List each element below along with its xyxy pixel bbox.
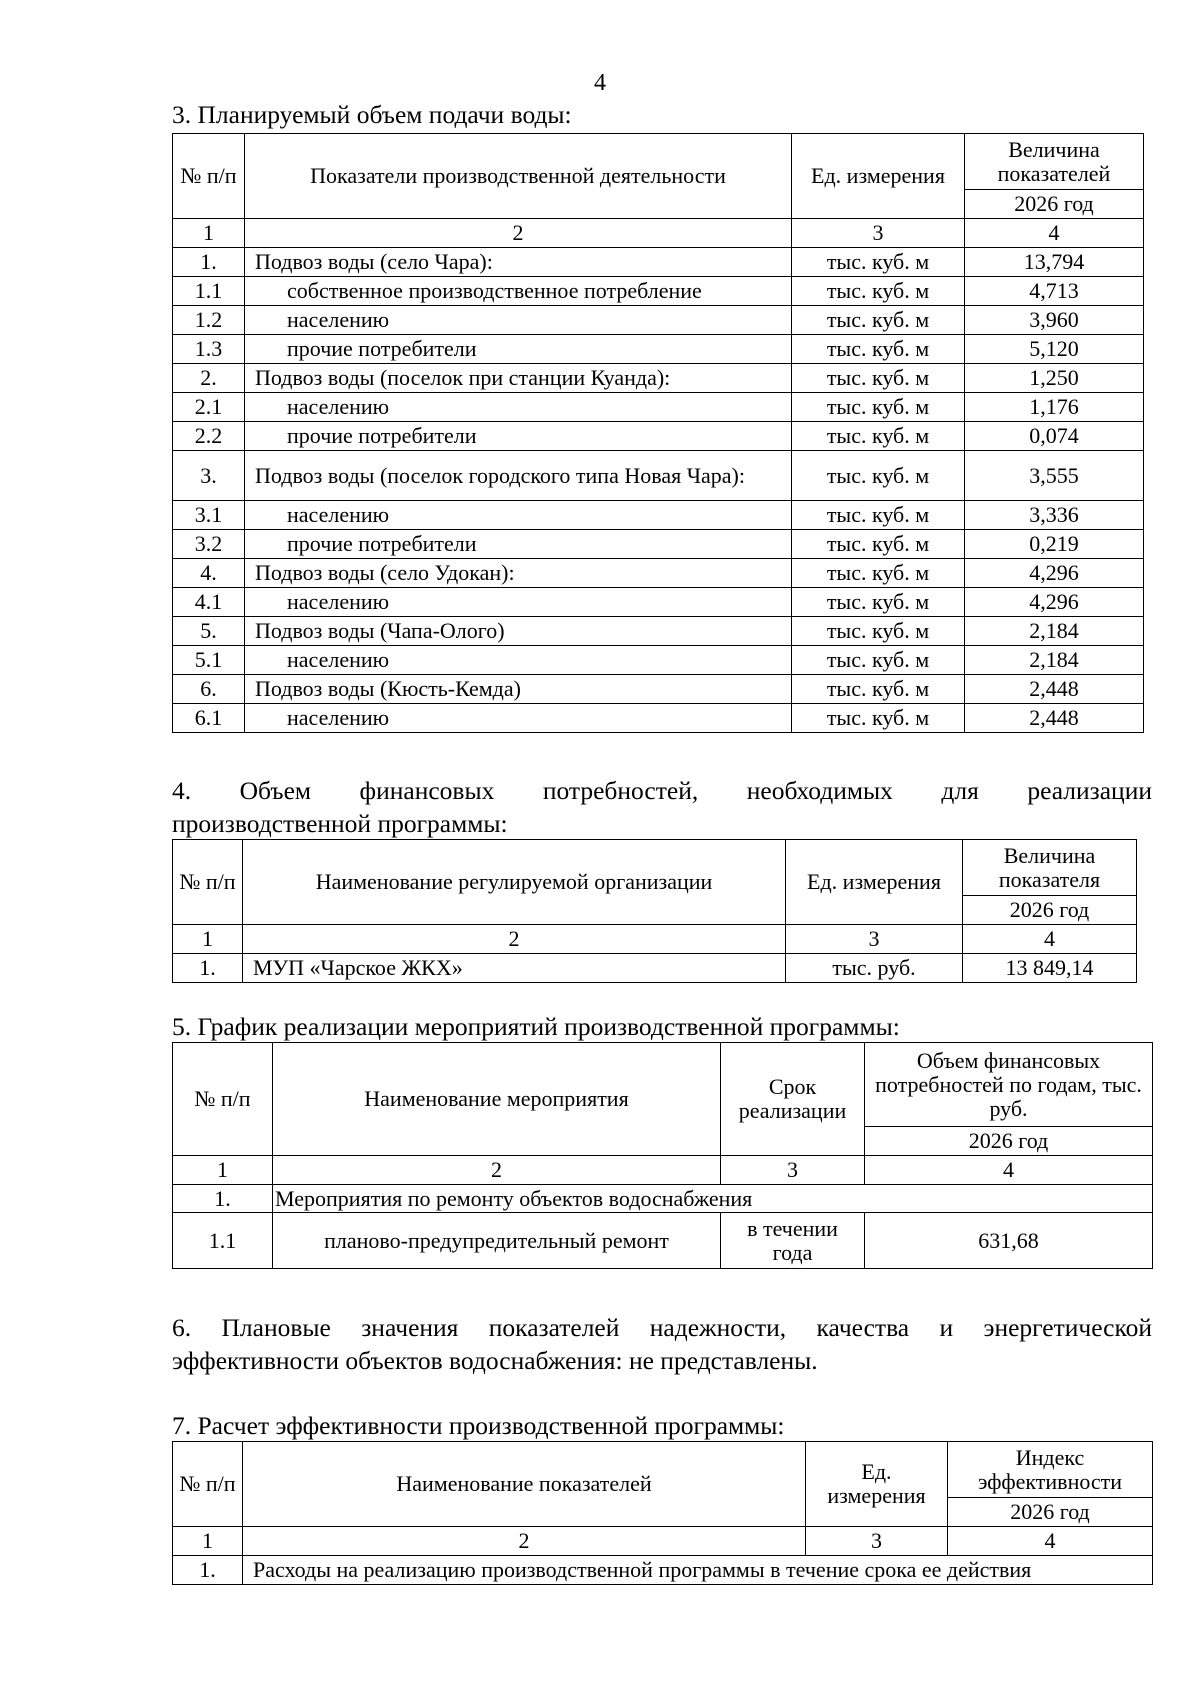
header-num: № п/п	[173, 134, 245, 219]
section-5-heading: 5. График реализации мероприятий производственной программы:	[172, 1012, 900, 1041]
table-row	[173, 588, 1144, 617]
table-row	[173, 451, 1144, 501]
row-unit: тыс. куб. м	[792, 277, 965, 306]
header-term: Срок реализации	[721, 1043, 865, 1156]
table-row	[173, 617, 1144, 646]
row-unit: тыс. куб. м	[792, 422, 965, 451]
colnum-3: 3	[806, 1527, 948, 1556]
colnum-2: 2	[243, 1527, 806, 1556]
header-value: Индекс эффективности	[948, 1442, 1153, 1498]
table-row	[173, 306, 1144, 335]
row-num: 6.	[173, 675, 245, 704]
header-value: Величина показателя	[963, 840, 1137, 896]
section-4-heading-cont: производственной программы:	[172, 809, 508, 838]
table-row	[173, 501, 1144, 530]
row-indicator: собственное производственное потребление	[245, 277, 792, 306]
row-num: 1.3	[173, 335, 245, 364]
colnum-1: 1	[173, 1156, 273, 1185]
colnum-3: 3	[786, 925, 963, 954]
row-value: 1,176	[965, 393, 1144, 422]
section-7-heading: 7. Расчет эффективности производственной программы:	[172, 1411, 785, 1440]
row-indicator: прочие потребители	[245, 422, 792, 451]
row-unit: тыс. куб. м	[792, 364, 965, 393]
colnum-2: 2	[273, 1156, 721, 1185]
table-row	[173, 1213, 1153, 1269]
row-unit: тыс. куб. м	[792, 501, 965, 530]
row-value: 2,448	[965, 704, 1144, 733]
section-6-line2: эффективности объектов водоснабжения: не представлены.	[172, 1346, 818, 1375]
colnum-3: 3	[792, 219, 965, 248]
row-unit: тыс. куб. м	[792, 306, 965, 335]
row-indicator: Подвоз воды (поселок городского типа Новая Чара):	[245, 451, 792, 501]
row-indicator: населению	[245, 704, 792, 733]
row-indicator: прочие потребители	[245, 335, 792, 364]
row-unit: тыс. куб. м	[792, 451, 965, 501]
efficiency-table	[172, 1441, 1153, 1585]
page-number: 4	[594, 70, 606, 96]
row-value: 13 849,14	[963, 954, 1137, 983]
table-row	[173, 704, 1144, 733]
row-term: в течении года	[721, 1213, 865, 1269]
row-num: 1.1	[173, 1213, 273, 1269]
row-value: 2,184	[965, 646, 1144, 675]
row-value: 4,713	[965, 277, 1144, 306]
header-unit: Ед. измерения	[806, 1442, 948, 1527]
row-unit: тыс. куб. м	[792, 530, 965, 559]
row-num: 1.	[173, 248, 245, 277]
row-unit: тыс. куб. м	[792, 704, 965, 733]
row-indicator: Подвоз воды (село Чара):	[245, 248, 792, 277]
header-indicator: Показатели производственной деятельности	[245, 134, 792, 219]
row-value: 3,336	[965, 501, 1144, 530]
row-indicator: населению	[245, 588, 792, 617]
table-row	[173, 530, 1144, 559]
header-organization: Наименование регулируемой организации	[243, 840, 786, 925]
row-indicator: Подвоз воды (село Удокан):	[245, 559, 792, 588]
header-year: 2026 год	[865, 1127, 1153, 1156]
row-indicator: населению	[245, 306, 792, 335]
table-row	[173, 1185, 1153, 1213]
colnum-3: 3	[721, 1156, 865, 1185]
header-num: № п/п	[173, 1442, 243, 1527]
header-year: 2026 год	[963, 896, 1137, 925]
table-row	[173, 646, 1144, 675]
table-row	[173, 1556, 1153, 1585]
row-indicator: Подвоз воды (Чапа-Олого)	[245, 617, 792, 646]
row-unit: тыс. куб. м	[792, 646, 965, 675]
table-row	[173, 248, 1144, 277]
header-value: Величина показателей	[965, 134, 1144, 190]
row-indicator: прочие потребители	[245, 530, 792, 559]
row-num: 3.1	[173, 501, 245, 530]
row-organization: МУП «Чарское ЖКХ»	[243, 954, 786, 983]
row-num: 1.2	[173, 306, 245, 335]
row-unit: тыс. руб.	[786, 954, 963, 983]
water-supply-table	[172, 133, 1144, 733]
row-num: 5.1	[173, 646, 245, 675]
row-value: 0,219	[965, 530, 1144, 559]
row-num: 1.1	[173, 277, 245, 306]
table-row	[173, 393, 1144, 422]
colnum-1: 1	[173, 925, 243, 954]
colnum-1: 1	[173, 1527, 243, 1556]
row-unit: тыс. куб. м	[792, 393, 965, 422]
colnum-4: 4	[963, 925, 1137, 954]
table-row	[173, 277, 1144, 306]
row-num: 2.1	[173, 393, 245, 422]
row-indicator: населению	[245, 646, 792, 675]
table-row	[173, 364, 1144, 393]
header-year: 2026 год	[965, 190, 1144, 219]
row-indicator: населению	[245, 393, 792, 422]
header-unit: Ед. измерения	[786, 840, 963, 925]
colnum-2: 2	[245, 219, 792, 248]
header-num: № п/п	[173, 1043, 273, 1156]
row-value: 3,555	[965, 451, 1144, 501]
row-num: 2.2	[173, 422, 245, 451]
row-value: 4,296	[965, 588, 1144, 617]
row-num: 4.	[173, 559, 245, 588]
row-num: 2.	[173, 364, 245, 393]
row-value: 2,448	[965, 675, 1144, 704]
header-unit: Ед. измерения	[792, 134, 965, 219]
table-row	[173, 675, 1144, 704]
header-measure: Наименование мероприятия	[273, 1043, 721, 1156]
row-value: 0,074	[965, 422, 1144, 451]
row-measure: планово-предупредительный ремонт	[273, 1213, 721, 1269]
colnum-2: 2	[243, 925, 786, 954]
row-indicator: Подвоз воды (Кюсть-Кемда)	[245, 675, 792, 704]
row-value: 13,794	[965, 248, 1144, 277]
row-indicator: Подвоз воды (поселок при станции Куанда):	[245, 364, 792, 393]
table-row	[173, 422, 1144, 451]
row-num: 1.	[173, 954, 243, 983]
row-num: 5.	[173, 617, 245, 646]
table-row	[173, 559, 1144, 588]
colnum-4: 4	[865, 1156, 1153, 1185]
financial-needs-table	[172, 839, 1137, 983]
row-num: 3.	[173, 451, 245, 501]
row-num: 4.1	[173, 588, 245, 617]
row-num: 6.1	[173, 704, 245, 733]
group-num: 1.	[173, 1185, 273, 1213]
table-row	[173, 335, 1144, 364]
row-num: 1.	[173, 1556, 243, 1585]
row-indicator: населению	[245, 501, 792, 530]
row-value: 631,68	[865, 1213, 1153, 1269]
row-name: Расходы на реализацию производственной программы в течение срока ее действия	[243, 1556, 1153, 1585]
table-row	[173, 954, 1137, 983]
row-num: 3.2	[173, 530, 245, 559]
row-unit: тыс. куб. м	[792, 617, 965, 646]
group-name: Мероприятия по ремонту объектов водоснабжения	[273, 1185, 1153, 1213]
schedule-table	[172, 1042, 1153, 1269]
header-year: 2026 год	[948, 1498, 1153, 1527]
section-6-line1: 6. Плановые значения показателей надежности, качества и энергетической	[172, 1313, 1152, 1342]
colnum-4: 4	[965, 219, 1144, 248]
header-indicators: Наименование показателей	[243, 1442, 806, 1527]
row-value: 1,250	[965, 364, 1144, 393]
row-value: 2,184	[965, 617, 1144, 646]
row-unit: тыс. куб. м	[792, 675, 965, 704]
header-value: Объем финансовых потребностей по годам, тыс. руб.	[865, 1043, 1153, 1127]
colnum-1: 1	[173, 219, 245, 248]
section-3-heading: 3. Планируемый объем подачи воды:	[172, 100, 572, 129]
row-unit: тыс. куб. м	[792, 588, 965, 617]
row-value: 3,960	[965, 306, 1144, 335]
row-unit: тыс. куб. м	[792, 559, 965, 588]
row-value: 4,296	[965, 559, 1144, 588]
colnum-4: 4	[948, 1527, 1153, 1556]
section-4-heading: 4. Объем финансовых потребностей, необходимых для реализации	[172, 776, 1152, 805]
header-num: № п/п	[173, 840, 243, 925]
row-unit: тыс. куб. м	[792, 248, 965, 277]
row-value: 5,120	[965, 335, 1144, 364]
row-unit: тыс. куб. м	[792, 335, 965, 364]
